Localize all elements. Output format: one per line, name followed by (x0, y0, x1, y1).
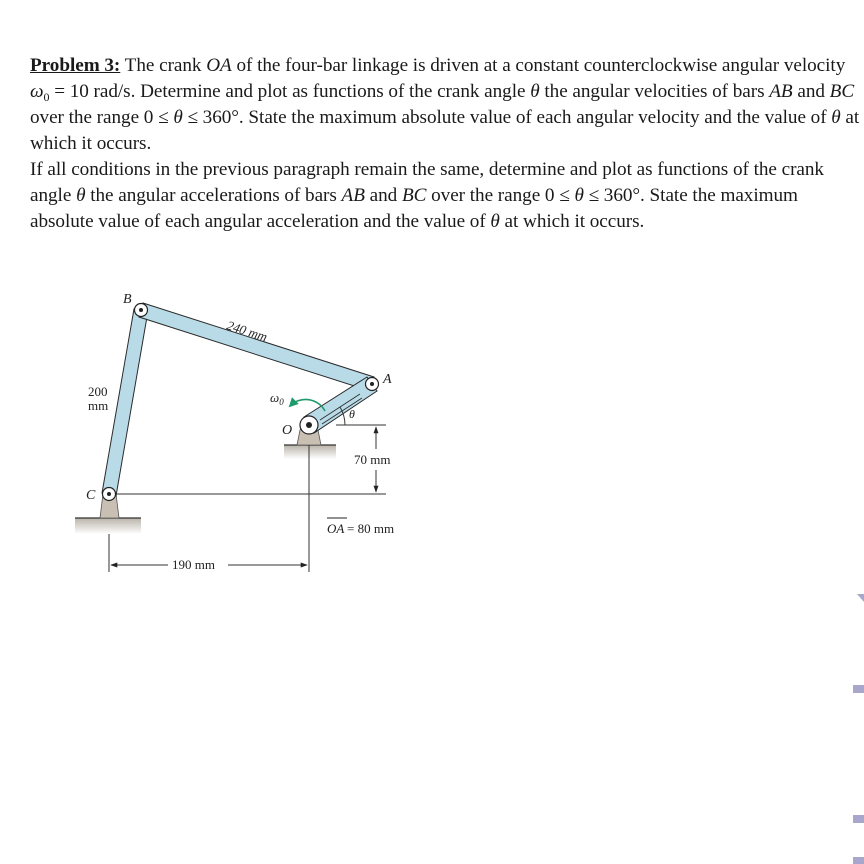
pin-o (300, 416, 318, 434)
label-190mm: 190 mm (172, 557, 215, 572)
pin-a (366, 378, 379, 391)
bar-bc (102, 309, 148, 496)
label-theta: θ (349, 407, 355, 421)
label-omega: $\omega_0$ (270, 390, 284, 407)
label-ab-length: 240 mm (225, 317, 270, 345)
dimension-70mm (354, 427, 390, 492)
problem-title: Problem 3: (30, 55, 121, 76)
oa-length-note (327, 518, 394, 536)
svg-text:= 80 mm: = 80 mm (347, 521, 395, 536)
label-point-o: O (282, 423, 293, 438)
bar-ab (139, 303, 374, 391)
paragraph-acceleration: If all conditions in the previous paragraph remain the same, determine and plot as functions of the crank angle θ the angular accelerations of bars AB and BC over the range 0 ≤ θ ≤ 360°. State the maximum absolute value of each angular acceleration and the value of θ at which it occurs. (30, 159, 824, 232)
omega-symbol: ω (30, 81, 44, 102)
edge-artifact-3 (853, 815, 864, 823)
edge-artifact-4 (853, 857, 864, 864)
edge-artifact-2 (853, 685, 864, 693)
pin-c (103, 488, 116, 501)
label-bc-length-value: 200 (88, 384, 108, 399)
label-point-c: C (86, 488, 96, 503)
label-70mm: 70 mm (354, 452, 391, 467)
dimension-190mm (111, 557, 307, 572)
label-point-b: B (123, 292, 132, 307)
paragraph-velocity: Problem 3: The crank OA of the four-bar linkage is driven at a constant counterclockwise angular velocity $\omega_0 = 10$ rad/s. Determine and plot as functions of the crank angle θ the angular velocities of bars AB and BC over the range 0 ≤ θ ≤ 360°. State the maximum absolute value of each angular velocity and the value of θ at which it occurs. (30, 55, 860, 154)
svg-text:OA: OA (327, 521, 345, 536)
label-bc-length-unit: mm (88, 398, 109, 413)
label-point-a: A (383, 372, 392, 387)
pin-b (135, 304, 148, 317)
